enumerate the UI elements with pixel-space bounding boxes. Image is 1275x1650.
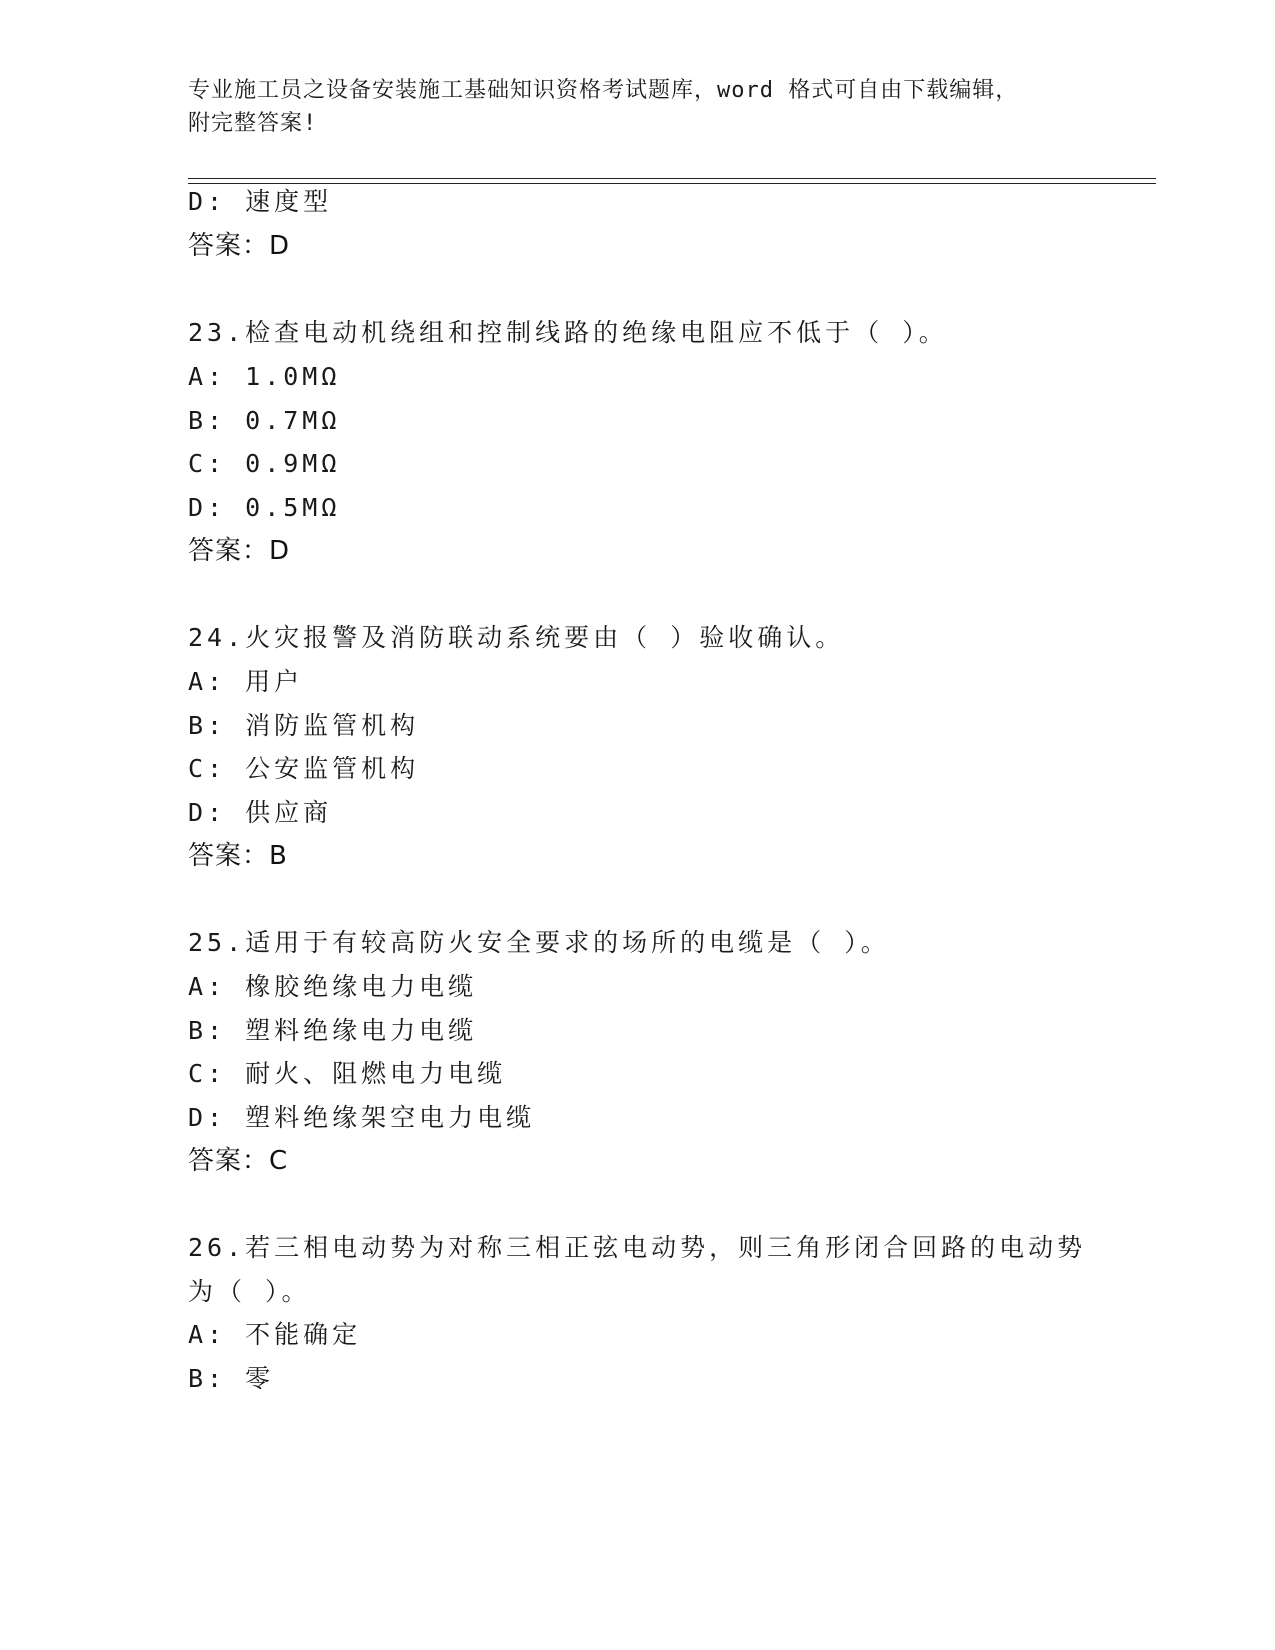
option-c: C: 公安监管机构 bbox=[188, 754, 420, 783]
question-stem: 23.检查电动机绕组和控制线路的绝缘电阻应不低于（ ）。 bbox=[188, 318, 948, 347]
option-a: A: 橡胶绝缘电力电缆 bbox=[188, 972, 478, 1001]
document-header bbox=[188, 74, 1088, 140]
option-c: C: 耐火、阻燃电力电缆 bbox=[188, 1059, 507, 1088]
option-b: B: 零 bbox=[188, 1364, 275, 1393]
option-b: B: 塑料绝缘电力电缆 bbox=[188, 1016, 478, 1045]
answer: 答案：B bbox=[188, 841, 288, 871]
question-stem: 25.适用于有较高防火安全要求的场所的电缆是（ ）。 bbox=[188, 928, 890, 957]
header-divider-top bbox=[188, 178, 1156, 179]
question-stem: 24.火灾报警及消防联动系统要由（ ）验收确认。 bbox=[188, 623, 845, 652]
option-d: D: 塑料绝缘架空电力电缆 bbox=[188, 1103, 536, 1132]
option-b: B: 消防监管机构 bbox=[188, 711, 420, 740]
question-stem-continued: 为（ ）。 bbox=[188, 1277, 311, 1306]
option-a: A: 不能确定 bbox=[188, 1320, 362, 1349]
header-divider-bottom bbox=[188, 183, 1156, 184]
option-c: C: 0.9MΩ bbox=[188, 449, 341, 478]
option-b: B: 0.7MΩ bbox=[188, 406, 341, 435]
header-line-1: 专业施工员之设备安装施工基础知识资格考试题库，word 格式可自由下载编辑， bbox=[188, 78, 1019, 103]
option-d: D: 供应商 bbox=[188, 798, 333, 827]
option-a: A: 用户 bbox=[188, 667, 304, 696]
header-line-2: 附完整答案! bbox=[188, 111, 318, 136]
answer: 答案：C bbox=[188, 1146, 289, 1176]
option-d: D: 速度型 bbox=[188, 187, 333, 216]
option-d: D: 0.5MΩ bbox=[188, 493, 341, 522]
option-a: A: 1.0MΩ bbox=[188, 362, 341, 391]
answer: 答案：D bbox=[188, 231, 291, 261]
answer: 答案：D bbox=[188, 536, 291, 566]
question-stem: 26.若三相电动势为对称三相正弦电动势，则三角形闭合回路的电动势 bbox=[188, 1233, 1087, 1262]
